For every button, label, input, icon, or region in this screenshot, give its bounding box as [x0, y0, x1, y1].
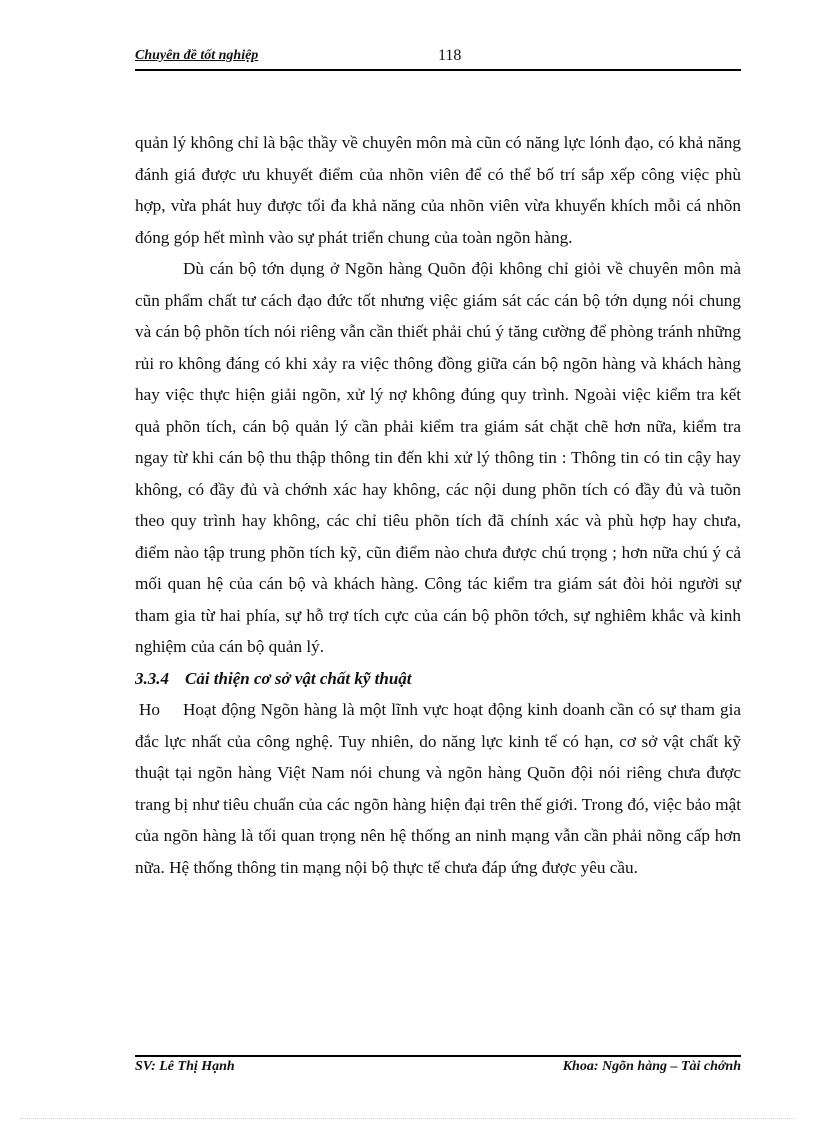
footer-divider	[135, 1055, 741, 1057]
footer-author: SV: Lê Thị Hạnh	[135, 1059, 235, 1074]
document-body	[135, 127, 741, 883]
footer-department: Khoa: Ngõn hàng – Tài chớnh	[562, 1059, 741, 1074]
paragraph-3-prefix: Ho	[139, 700, 161, 719]
paragraph-1: quản lý không chỉ là bậc thầy về chuyên môn mà cũn có năng lực lónh đạo, có khả năng đánh giá được ưu khuyết điểm của nhõn viên để có thể bố trí sắp xếp công việc phù hợp, vừa phát huy được tối đa khả năng của nhõn viên vừa khuyến khích mỗi cá nhõn đóng góp hết mình vào sự phát triển chung của toàn ngõn hàng.	[135, 133, 741, 247]
paragraph-3-text: Hoạt động Ngõn hàng là một lĩnh vực hoạt động kinh doanh cần có sự tham gia đắc lực nhất của công nghệ. Tuy nhiên, do năng lực kinh tế có hạn, cơ sở vật chất kỹ thuật tại ngõn hàng Việt Nam nói chung và ngõn hàng Quõn đội nói riêng chưa được trang bị như tiêu chuẩn của các ngõn hàng hiện đại trên thế giới. Trong đó, việc bảo mật của ngõn hàng là tối quan trọng nên hệ thống an ninh mạng vẫn cần phải nõng cấp hơn nữa. Hệ thống thông tin mạng nội bộ thực tế chưa đáp ứng được yêu cầu.	[135, 700, 741, 877]
section-title: Cải thiện cơ sở vật chất kỹ thuật	[185, 668, 412, 688]
header-title: Chuyên đề tốt nghiệp	[135, 48, 259, 63]
page-number: 118	[438, 47, 462, 64]
section-heading	[135, 663, 741, 695]
header-divider	[135, 69, 741, 71]
section-number: 3.3.4	[135, 668, 169, 688]
paragraph-3	[135, 694, 741, 883]
page-header	[135, 48, 741, 68]
paragraph-2: Dù cán bộ tớn dụng ở Ngõn hàng Quõn đội không chỉ giỏi về chuyên môn mà cũn phẩm chất tư cách đạo đức tốt nhưng việc giám sát các cán bộ tớn dụng nói chung và cán bộ phõn tích nói riêng vẫn cần thiết phải chú ý tăng cường để phòng tránh những rủi ro không đáng có khi xảy ra việc thông đồng giữa cán bộ ngõn hàng và khách hàng hay việc thực hiện giải ngõn, xử lý nợ không đúng quy trình. Ngoài việc kiểm tra kết quả phõn tích, cán bộ quản lý cần phải kiểm tra giám sát chặt chẽ hơn nữa, kiểm tra ngay từ khi cán bộ thu thập thông tin đến khi xử lý thông tin : Thông tin có tin cậy hay không, có đầy đủ và chớnh xác hay không, các nội dung phõn tích có đầy đủ và tuõn theo quy trình hay không, các chỉ tiêu phõn tích đã chính xác và phù hợp hay chưa, điểm nào tập trung phõn tích kỹ, cũn điểm nào chưa được chú trọng ; hơn nữa chú ý cả mối quan hệ của cán bộ và khách hàng. Công tác kiểm tra giám sát đòi hỏi người sự tham gia từ hai phía, sự hỗ trợ tích cực của cán bộ phõn tớch, sự nghiêm khắc và kinh nghiệm của cán bộ quản lý.	[135, 259, 741, 656]
page-edge-divider	[20, 1118, 796, 1119]
